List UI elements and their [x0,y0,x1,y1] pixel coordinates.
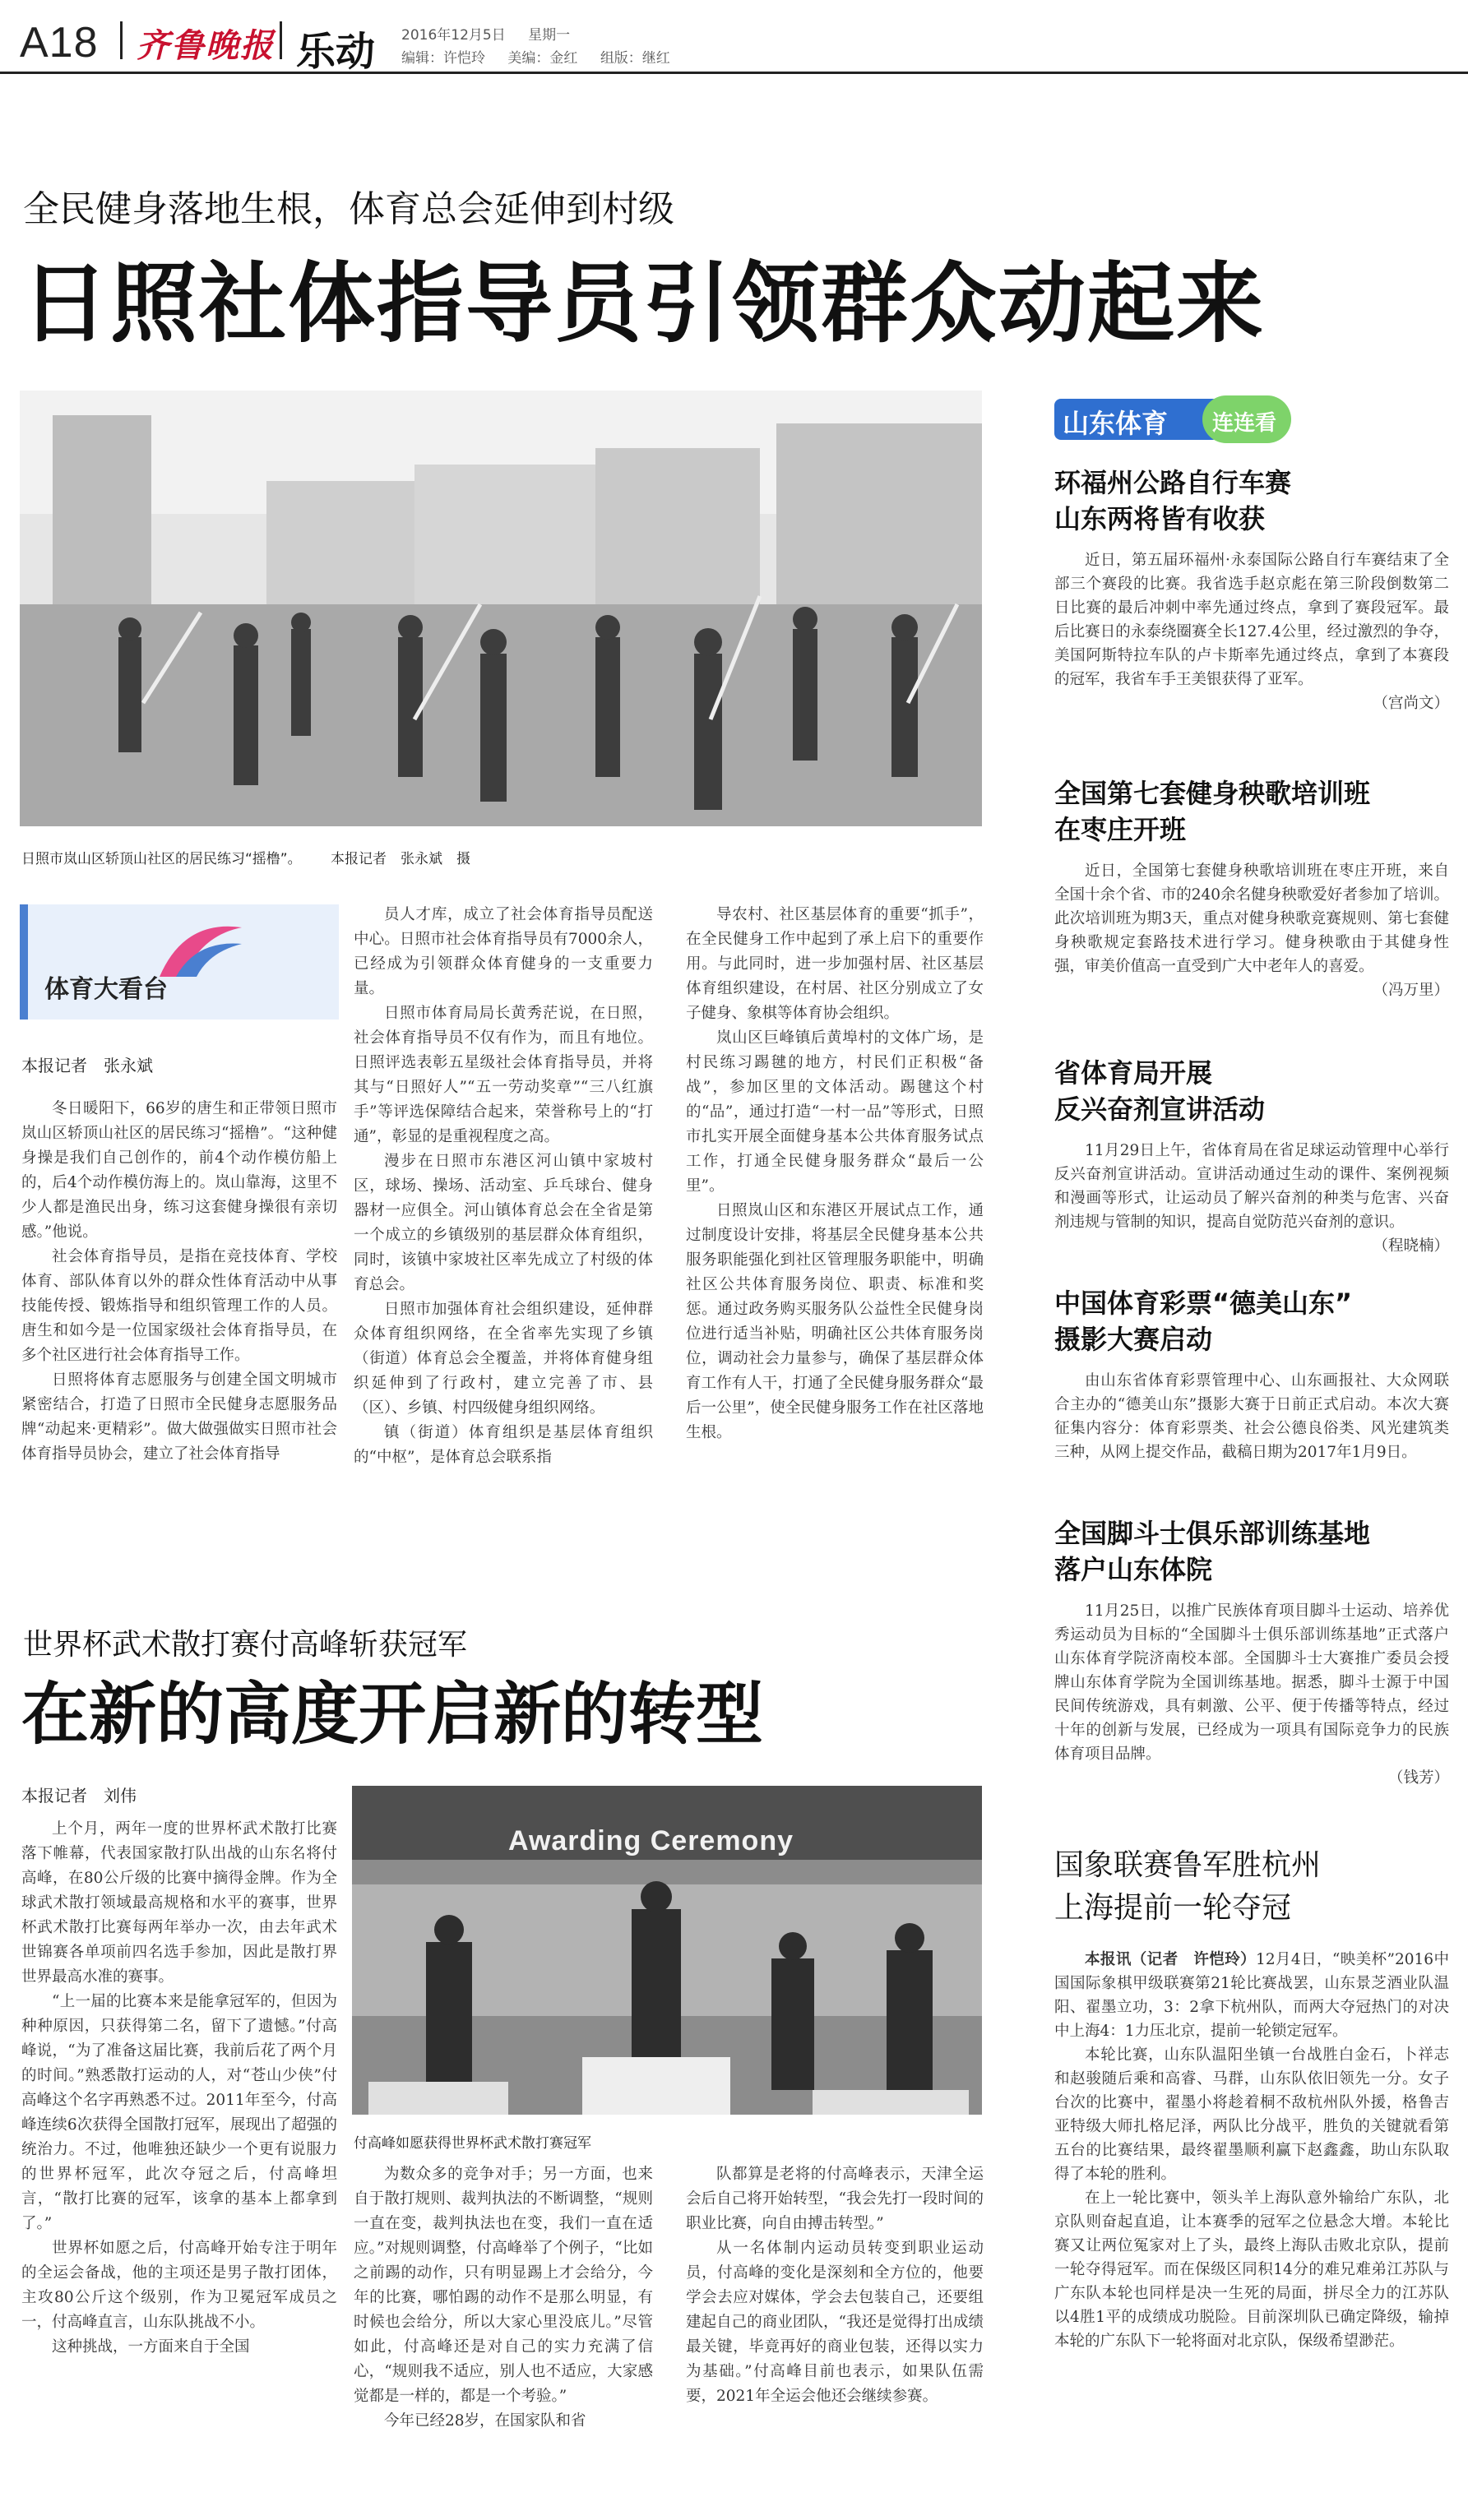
issue-date: 2016年12月5日 [401,27,506,44]
brief-title-line: 环福州公路自行车赛 [1054,467,1292,498]
issue-weekday: 星期一 [528,27,571,44]
brief-title [1054,775,1449,848]
brief-title-line: 国象联赛鲁军胜杭州 [1054,1848,1322,1882]
brief-title-line: 中国体育彩票“德美山东” [1054,1288,1353,1319]
story2-kicker: 世界杯武术散打赛付高峰斩获冠军 [23,1628,468,1662]
paragraph: 漫步在日照市东港区河山镇中家坡村区，球场、操场、活动室、乒乓球台、健身器材一应俱全。河山镇体育总会在全省是第一个成立的乡镇级别的基层群众体育组织，同时，该镇中家坡社区率先成立了村级的体育总会。 [354,1153,653,1293]
masthead [0,0,1468,74]
paragraph: 员人才库，成立了社会体育指导员配送中心。日照市社会体育指导员有7000余人，已经成为引领群众体育健身的一支重要力量。 [354,906,653,997]
paragraph: 近日，全国第七套健身秧歌培训班在枣庄开班，来自全国十余个省、市的240余名健身秧歌爱好者参加了培训。此次培训班为期3天，重点对健身秧歌竞赛规则、第七套健身秧歌规定套路技术进行学习。健身秧歌由于其健身性强，审美价值高一直受到广大中老年人的喜爱。 [1054,862,1449,975]
paragraph: 队都算是老将的付高峰表示，天津全运会后自己将开始转型，“我会先打一段时间的职业比赛，向自由搏击转型。” [686,2166,984,2232]
brief-title-line: 山东两将皆有收获 [1054,503,1266,534]
masthead-credits-line [401,46,688,67]
art-editor-credit: 美编：金红 [507,50,578,67]
brief-title [1054,1055,1449,1127]
brief-author: （宫尚文） [1373,695,1449,712]
lead-column-3 [686,903,984,1577]
lead-byline: 本报记者 张永斌 [21,1056,153,1075]
paragraph-text: 12月4日，“映美杯”2016中国国际象棋甲级联赛第21轮比赛战罢，山东景芝酒业队温阳、翟墨立功，3：2拿下杭州队，而两大夺冠热门的对决中上海4：1力压北京，提前一轮锁定冠军。 [1054,1951,1449,2040]
lead-photo-image [20,391,982,826]
brief-title [1054,1515,1449,1588]
brief-title [1054,465,1449,537]
lead-photo-credit: 本报记者 张永斌 摄 [331,851,471,867]
brief-title-line: 省体育局开展 [1054,1057,1213,1089]
brief-author: （钱芳） [1387,1769,1449,1787]
brief-title [1054,1285,1449,1357]
brief-title [1054,1844,1449,1930]
story2-photo [352,1786,982,2115]
brief-body [1054,1599,1449,1766]
paragraph: 镇（街道）体育组织是基层体育组织的“中枢”，是体育总会联系指 [354,1424,653,1466]
story2-column-2 [354,2162,653,2512]
paragraph: 冬日暖阳下，66岁的唐生和正带领日照市岚山区轿顶山社区的居民练习“摇橹”。“这种健身操是我们自己创作的，前4个动作模仿船上的，后4个动作模仿海上的。岚山靠海，这里不少人都是渔民出身，练习这套健身操很有亲切感。”他说。 [21,1100,337,1241]
masthead-divider [280,21,282,59]
sidebar-banner-subtitle: 连连看 [1212,411,1277,436]
newspaper-logo: 齐鲁晚报 [137,26,275,65]
paragraph: 本轮比赛，山东队温阳坐镇一台战胜白金石，卜祥志和赵骏随后乘和高睿、马群，山东队依旧领先一分。女子台次的比赛中，翟墨小将趁着桐不敌杭州队外援，格鲁吉亚特级大师扎格尼泽，两队比分战平，胜负的关键就看第五台的比赛结果，最终翟墨顺利赢下赵鑫鑫，助山东队取得了本轮的胜利。 [1054,2046,1449,2183]
paragraph [1054,1948,1449,2043]
brief-foot-fighting [1054,1515,1449,1787]
brief-title-line: 落户山东体院 [1054,1554,1213,1585]
paragraph: “上一届的比赛本来是能拿冠军的，但因为种种原因，只获得第二名，留下了遗憾。”付高峰说，“为了准备这届比赛，我前后花了两个月的时间。”熟悉散打运动的人，对“苍山少侠”付高峰这个名字再熟悉不过。2011年至今，付高峰连续6次获得全国散打冠军，展现出了超强的统治力。不过，他唯独还缺少一个更有说服力的世界杯冠军，此次夺冠之后，付高峰坦言，“散打比赛的冠军，该拿的基本上都拿到了。” [21,1993,337,2232]
paragraph: 岚山区巨峰镇后黄埠村的文体广场，是村民练习踢毽的地方，村民们正积极“备战”，参加区里的文体活动。踢毽这个村的“品”，通过打造“一村一品”等形式，日照市扎实开展全面健身基本公共体育服务试点工作，打通全民健身服务群众“最后一公里”。 [686,1029,984,1195]
brief-title-line: 上海提前一轮夺冠 [1054,1891,1292,1925]
brief-cycling [1054,465,1449,713]
story2-headline: 在新的高度开启新的转型 [21,1676,764,1754]
paragraph: 日照市体育局局长黄秀茫说，在日照，社会体育指导员不仅有作为，而且有地位。日照评选表彰五星级社会体育指导员，并将其与“日照好人”“五一劳动奖章”“三八红旗手”等评选保障结合起来，荣誉称号上的“打通”，彰显的是重视程度之高。 [354,1005,653,1145]
paragraph: 上个月，两年一度的世界杯武术散打比赛落下帷幕，代表国家散打队出战的山东名将付高峰，在80公斤级的比赛中摘得金牌。作为全球武术散打领域最高规格和水平的赛事，世界杯武术散打比赛每两年举办一次，由去年武术世锦赛各单项前四名选手参加，因此是散打界世界最高水准的赛事。 [21,1820,337,1986]
sidebar-banner [1054,392,1293,446]
paragraph: 导农村、社区基层体育的重要“抓手”，在全民健身工作中起到了承上启下的重要作用。与此同时，进一步加强村居、社区基层体育组织建设，在村居、社区分别成立了女子健身、象棋等体育协会组织。 [686,906,984,1022]
paragraph: 日照将体育志愿服务与创建全国文明城市紧密结合，打造了日照市全民健身志愿服务品牌“动起来·更精彩”。做大做强做实日照市社会体育指导员协会，建立了社会体育指导 [21,1371,337,1463]
paragraph: 日照市加强体育社会组织建设，延伸群众体育组织网络，在全省率先实现了乡镇（街道）体育总会全覆盖，并将体育健身组织延伸到了行政村，建立完善了市、县（区）、乡镇、村四级健身组织网络。 [354,1301,653,1417]
lead-column-2 [354,903,653,1577]
column-badge [20,904,339,1020]
brief-body [1054,1948,1449,2353]
lead-photo [20,391,982,826]
brief-body [1054,548,1449,691]
lead-photo-caption [21,847,470,867]
paragraph: 从一名体制内运动员转变到职业运动员，付高峰的变化是深刻和全方位的，他要学会去应对媒体，学会去包装自己，还要组建起自己的商业团队，“我还是觉得打出成绩最关键，毕竟再好的商业包装，还得以实力为基础。”付高峰目前也表示，如果队伍需要，2021年全运会他还会继续参赛。 [686,2240,984,2405]
paragraph: 在上一轮比赛中，领头羊上海队意外输给广东队，北京队则奋起直追，让本赛季的冠军之位悬念大增。本轮比赛又让两位冤家对上了头，最终上海队击败北京队，提前一轮夺得冠军。而在保级区同积14分的难兄难弟江苏队与广东队本轮也同样是决一生死的局面，拼尽全力的江苏队以4胜1平的成绩成功脱险。目前深圳队已确定降级，输掉本轮的广东队下一轮将面对北京队，保级希望渺茫。 [1054,2189,1449,2350]
brief-title-line: 反兴奋剂宣讲活动 [1054,1094,1266,1125]
lead-photo-caption-text: 日照市岚山区轿顶山社区的居民练习“摇橹”。 [21,851,302,867]
paragraph: 由山东省体育彩票管理中心、山东画报社、大众网联合主办的“德美山东”摄影大赛于日前正式启动。本次大赛征集内容分：体育彩票类、社会公德良俗类、风光建筑类三种，从网上提交作品，截稿日期为2017年1月9日。 [1054,1372,1449,1461]
paragraph: 今年已经28岁，在国家队和省 [384,2412,586,2430]
brief-body [1054,859,1449,978]
sidebar-banner-title: 山东体育 [1063,408,1169,439]
brief-body [1054,1139,1449,1234]
story2-photo-caption: 付高峰如愿获得世界杯武术散打赛冠军 [354,2135,591,2152]
brief-title-line: 全国第七套健身秧歌培训班 [1054,778,1371,809]
paragraph: 这种挑战，一方面来自于全国 [52,2338,250,2356]
brief-antidoping [1054,1055,1449,1255]
paragraph: 近日，第五届环福州·永泰国际公路自行车赛结束了全部三个赛段的比赛。我省选手赵京彪在第三阶段倒数第二日比赛的最后冲刺中率先通过终点，拿到了赛段冠军。最后比赛日的永泰绕圈赛全长127.4公里，经过激烈的争夺，美国阿斯特拉车队的卢卡斯率先通过终点，拿到了本赛段的冠军，我省车手王美银获得了亚军。 [1054,552,1449,688]
brief-author: （冯万里） [1373,982,1449,999]
brief-photo-contest [1054,1285,1449,1464]
paragraph: 11月29日上午，省体育局在省足球运动管理中心举行反兴奋剂宣讲活动。宣讲活动通过生动的课件、案例视频和漫画等形式，让运动员了解兴奋剂的种类与危害、兴奋剂违规与管制的知识，提高自觉防范兴奋剂的意识。 [1054,1142,1449,1231]
page-number: A18 [20,19,99,67]
story2-column-1 [21,1817,337,2512]
paragraph: 世界杯如愿之后，付高峰开始专注于明年的全运会备战，他的主项还是男子散打团体，主攻80公斤这个级别，作为卫冕冠军成员之一，付高峰直言，山东队挑战不小。 [21,2240,337,2331]
brief-author: （程晓楠） [1373,1237,1449,1255]
masthead-divider [120,21,123,59]
section-title: 乐动 [296,29,376,75]
brief-chess-league [1054,1844,1449,2353]
awarding-ceremony-sign: Awarding Ceremony [508,1825,794,1856]
editor-credit: 编辑：许恺玲 [401,50,485,67]
masthead-date-line [401,23,588,44]
layout-editor-credit: 组版：继红 [600,50,670,67]
lead-headline: 日照社体指导员引领群众动起来 [21,253,1265,354]
paragraph: 为数众多的竞争对手；另一方面，也来自于散打规则、裁判执法的不断调整，“规则一直在变，裁判执法也在变，我们一直在适应。”对规则调整，付高峰举了个例子，“比如之前踢的动作，只有明显踢上才会给分，今年的比赛，哪怕踢的动作不是那么明显，有时候也会给分，所以大家心里没底儿。”尽管如此，付高峰还是对自己的实力充满了信心，“规则我不适应，别人也不适应，大家感觉都是一样的，都是一个考验。” [354,2166,653,2405]
paragraph: 社会体育指导员，是指在竞技体育、学校体育、部队体育以外的群众性体育活动中从事技能传授、锻炼指导和组织管理工作的人员。唐生和如今是一位国家级社会体育指导员，在多个社区进行社会体育指导工作。 [21,1248,337,1364]
paragraph: 11月25日，以推广民族体育项目脚斗士运动、培养优秀运动员为目标的“全国脚斗士俱乐部训练基地”正式落户山东体育学院济南校本部。全国脚斗士大赛推广委员会授牌山东体育学院为全国训练基地。据悉，脚斗士源于中国民间传统游戏，具有刺激、公平、便于传播等特点，经过十年的创新与发展，已经成为一项具有国际竞争力的民族体育项目品牌。 [1054,1602,1449,1763]
brief-title-line: 全国脚斗士俱乐部训练基地 [1054,1518,1371,1549]
column-label: 体育大看台 [44,975,168,1004]
brief-yangko [1054,775,1449,1000]
paragraph: 日照岚山区和东港区开展试点工作，通过制度设计安排，将基层全民健身基本公共服务职能强化到社区管理服务职能中，明确社区公共体育服务岗位、职责、标准和奖惩。通过政务购买服务队公益性全民健身岗位进行适当补贴，明确社区公共体育服务岗位，调动社会力量参与，确保了基层群众体育工作有人干，打通了全民健身服务群众“最后一公里”，使全民健身服务工作在社区落地生根。 [686,1202,984,1441]
story2-column-3 [686,2162,984,2512]
brief-title-line: 在枣庄开班 [1054,814,1187,845]
lead-column-1 [21,1097,337,1574]
chess-byline: 本报讯（记者 许恺玲） [1085,1951,1257,1968]
lead-kicker: 全民健身落地生根，体育总会延伸到村级 [23,188,674,230]
story2-byline: 本报记者 刘伟 [21,1786,137,1806]
brief-body [1054,1369,1449,1464]
brief-title-line: 摄影大赛启动 [1054,1324,1213,1355]
